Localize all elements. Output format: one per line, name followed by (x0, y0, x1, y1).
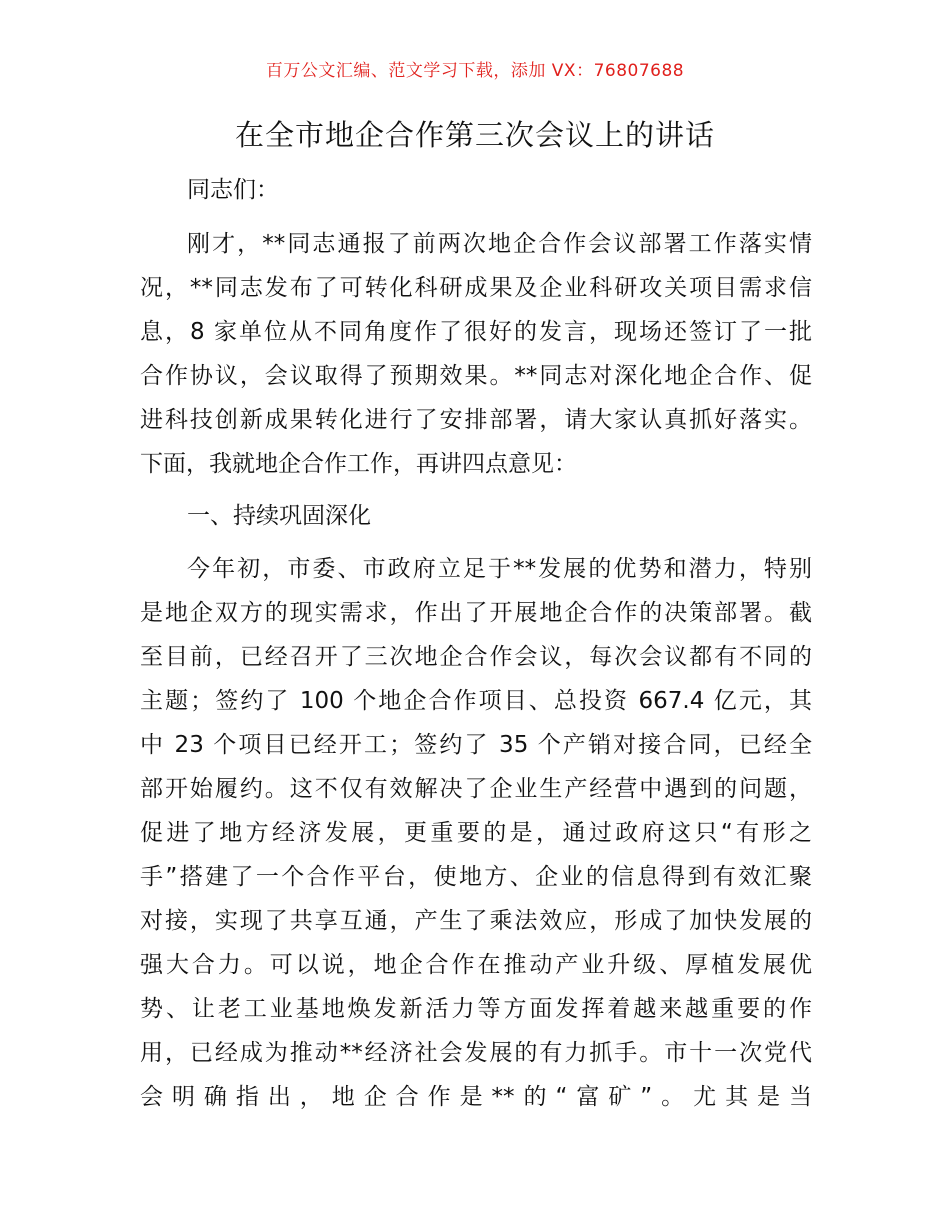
paragraph-line: 是地企双方的现实需求，作出了开展地企合作的决策部署。截 (140, 600, 812, 626)
paragraph-line: 息，8 家单位从不同角度作了很好的发言，现场还签订了一批 (140, 319, 812, 345)
paragraph-line: 手”搭建了一个合作平台，使地方、企业的信息得到有效汇聚 (140, 864, 812, 890)
salutation: 同志们： (187, 177, 279, 203)
paragraph-line: 中 23 个项目已经开工；签约了 35 个产销对接合同，已经全 (140, 732, 812, 758)
paragraph-line: 促进了地方经济发展，更重要的是，通过政府这只“有形之 (140, 820, 812, 846)
paragraph-line: 进科技创新成果转化进行了安排部署，请大家认真抓好落实。 (140, 407, 812, 433)
paragraph-line: 下面，我就地企合作工作，再讲四点意见： (140, 451, 577, 477)
paragraph-line: 强大合力。可以说，地企合作在推动产业升级、厚植发展优 (140, 952, 812, 978)
paragraph-line: 势、让老工业基地焕发新活力等方面发挥着越来越重要的作 (140, 996, 812, 1022)
paragraph-line: 合作协议，会议取得了预期效果。**同志对深化地企合作、促 (140, 363, 812, 389)
paragraph-line: 刚才，**同志通报了前两次地企合作会议部署工作落实情 (187, 231, 812, 257)
paragraph-line: 今年初，市委、市政府立足于**发展的优势和潜力，特别 (187, 556, 812, 582)
paragraph-line: 主题；签约了 100 个地企合作项目、总投资 667.4 亿元，其 (140, 688, 812, 714)
paragraph-line: 对接，实现了共享互通，产生了乘法效应，形成了加快发展的 (140, 908, 812, 934)
paragraph-line: 部开始履约。这不仅有效解决了企业生产经营中遇到的问题， (140, 776, 812, 802)
paragraph-line: 用，已经成为推动**经济社会发展的有力抓手。市十一次党代 (140, 1040, 812, 1066)
document-title: 在全市地企合作第三次会议上的讲话 (234, 118, 715, 152)
paragraph-line: 至目前，已经召开了三次地企合作会议，每次会议都有不同的 (140, 644, 812, 670)
section-heading: 一、持续巩固深化 (187, 503, 371, 529)
watermark-header: 百万公文汇编、范文学习下载，添加 VX：76807688 (265, 61, 685, 81)
paragraph-line: 况，**同志发布了可转化科研成果及企业科研攻关项目需求信 (140, 275, 812, 301)
paragraph-line: 会明确指出，地企合作是**的“富矿”。尤其是当 (140, 1084, 812, 1110)
